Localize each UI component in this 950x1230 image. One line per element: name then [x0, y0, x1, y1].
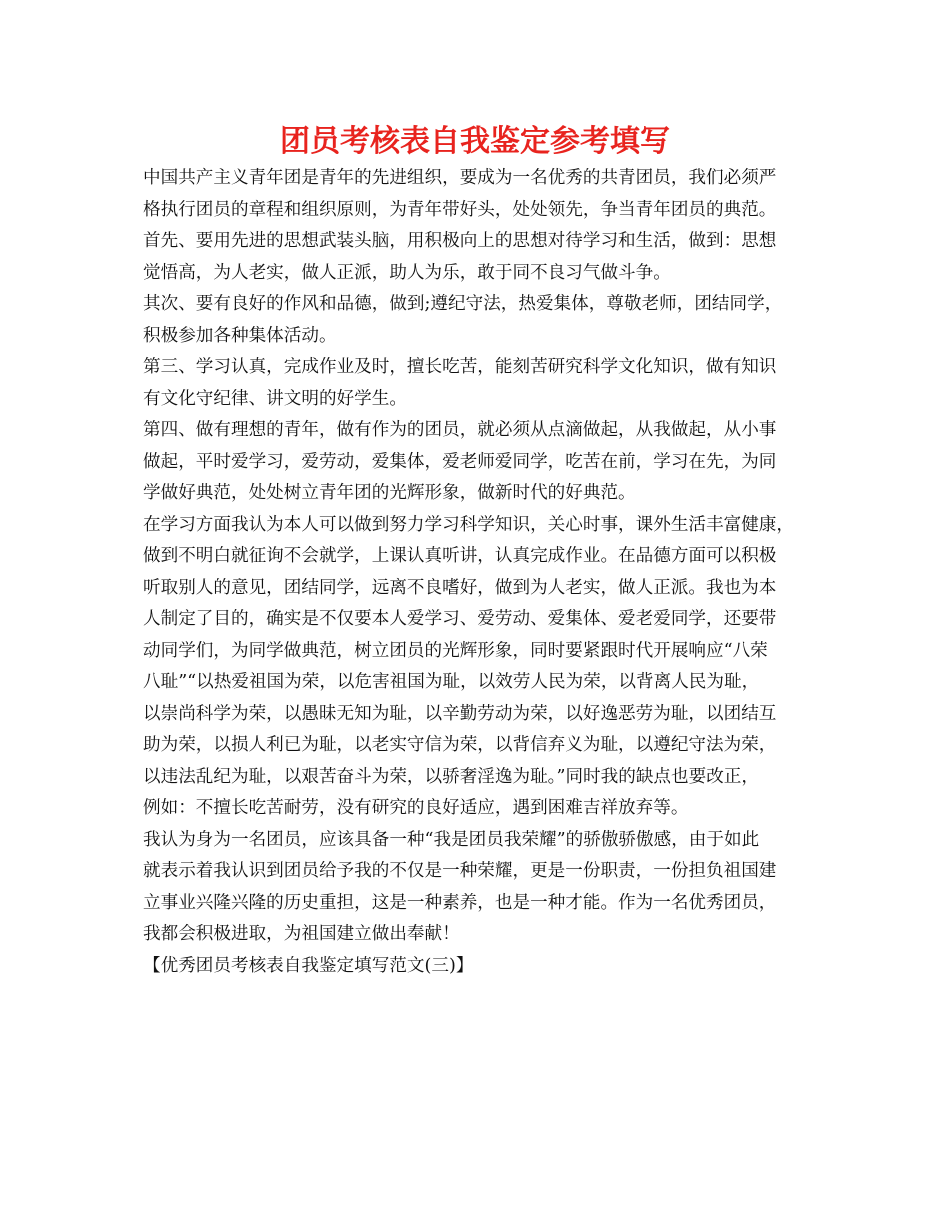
body-line: 例如：不擅长吃苦耐劳，没有研究的良好适应，遇到困难吉祥放弃等。 [143, 798, 689, 818]
body-line: 八耻”“以热爱祖国为荣，以危害祖国为耻，以效劳人民为荣，以背离人民为耻， [143, 672, 760, 692]
document-body [143, 163, 823, 982]
section-heading: 【优秀团员考核表自我鉴定填写范文(三)】 [143, 955, 474, 976]
body-line: 听取别人的意见，团结同学，远离不良嗜好，做到为人老实，做人正派。我也为本 [143, 577, 777, 598]
body-line: 格执行团员的章程和组织原则，为青年带好头，处处领先，争当青年团员的典范。 [143, 199, 777, 220]
body-line: 中国共产主义青年团是青年的先进组织，要成为一名优秀的共青团员，我们必须严 [143, 168, 777, 188]
body-line: 以崇尚科学为荣，以愚昧无知为耻，以辛勤劳动为荣，以好逸恶劳为耻，以团结互 [143, 703, 777, 724]
body-line: 做起，平时爱学习，爱劳动，爱集体，爱老师爱同学，吃苦在前，学习在先，为同 [143, 451, 777, 472]
document-title: 团员考核表自我鉴定参考填写 [280, 124, 670, 159]
body-line: 第四、做有理想的青年，做有作为的团员，就必须从点滴做起，从我做起，从小事 [143, 420, 777, 440]
body-line: 学做好典范，处处树立青年团的光辉形象，做新时代的好典范。 [143, 483, 636, 503]
body-line: 我都会积极进取，为祖国建立做出奉献！ [143, 924, 460, 944]
body-line: 人制定了目的，确实是不仅要本人爱学习、爱劳动、爱集体、爱老爱同学，还要带 [143, 609, 777, 629]
body-line: 助为荣，以损人利已为耻，以老实守信为荣，以背信弃义为耻，以遵纪守法为荣， [143, 735, 777, 755]
body-line: 动同学们，为同学做典范，树立团员的光辉形象，同时要紧跟时代开展响应“八荣 [143, 640, 768, 661]
body-line: 以违法乱纪为耻，以艰苦奋斗为荣，以骄奢淫逸为耻。”同时我的缺点也要改正， [143, 766, 759, 787]
body-line: 就表示着我认识到团员给予我的不仅是一种荣耀，更是一份职责，一份担负祖国建 [143, 861, 777, 881]
body-line: 第三、学习认真，完成作业及时，擅长吃苦，能刻苦研究科学文化知识，做有知识 [143, 357, 777, 377]
body-line: 积极参加各种集体活动。 [143, 325, 337, 346]
body-line: 其次、要有良好的作风和品德，做到;遵纪守法，热爱集体，尊敬老师，团结同学， [143, 294, 783, 314]
body-line: 做到不明白就征询不会就学，上课认真听讲，认真完成作业。在品德方面可以积极 [143, 546, 777, 566]
body-line: 有文化守纪律、讲文明的好学生。 [143, 388, 407, 409]
body-line: 觉悟高，为人老实，做人正派，助人为乐，敢于同不良习气做斗争。 [143, 262, 671, 283]
body-line: 立事业兴隆兴隆的历史重担，这是一种素养，也是一种才能。作为一名优秀团员， [143, 892, 777, 913]
body-line: 在学习方面我认为本人可以做到努力学习科学知识，关心时事，课外生活丰富健康， [143, 514, 794, 535]
body-line: 首先、要用先进的思想武装头脑，用积极向上的思想对待学习和生活，做到：思想 [143, 231, 777, 251]
body-line: 我认为身为一名团员，应该具备一种“我是团员我荣耀”的骄傲骄傲感，由于如此 [143, 829, 760, 850]
